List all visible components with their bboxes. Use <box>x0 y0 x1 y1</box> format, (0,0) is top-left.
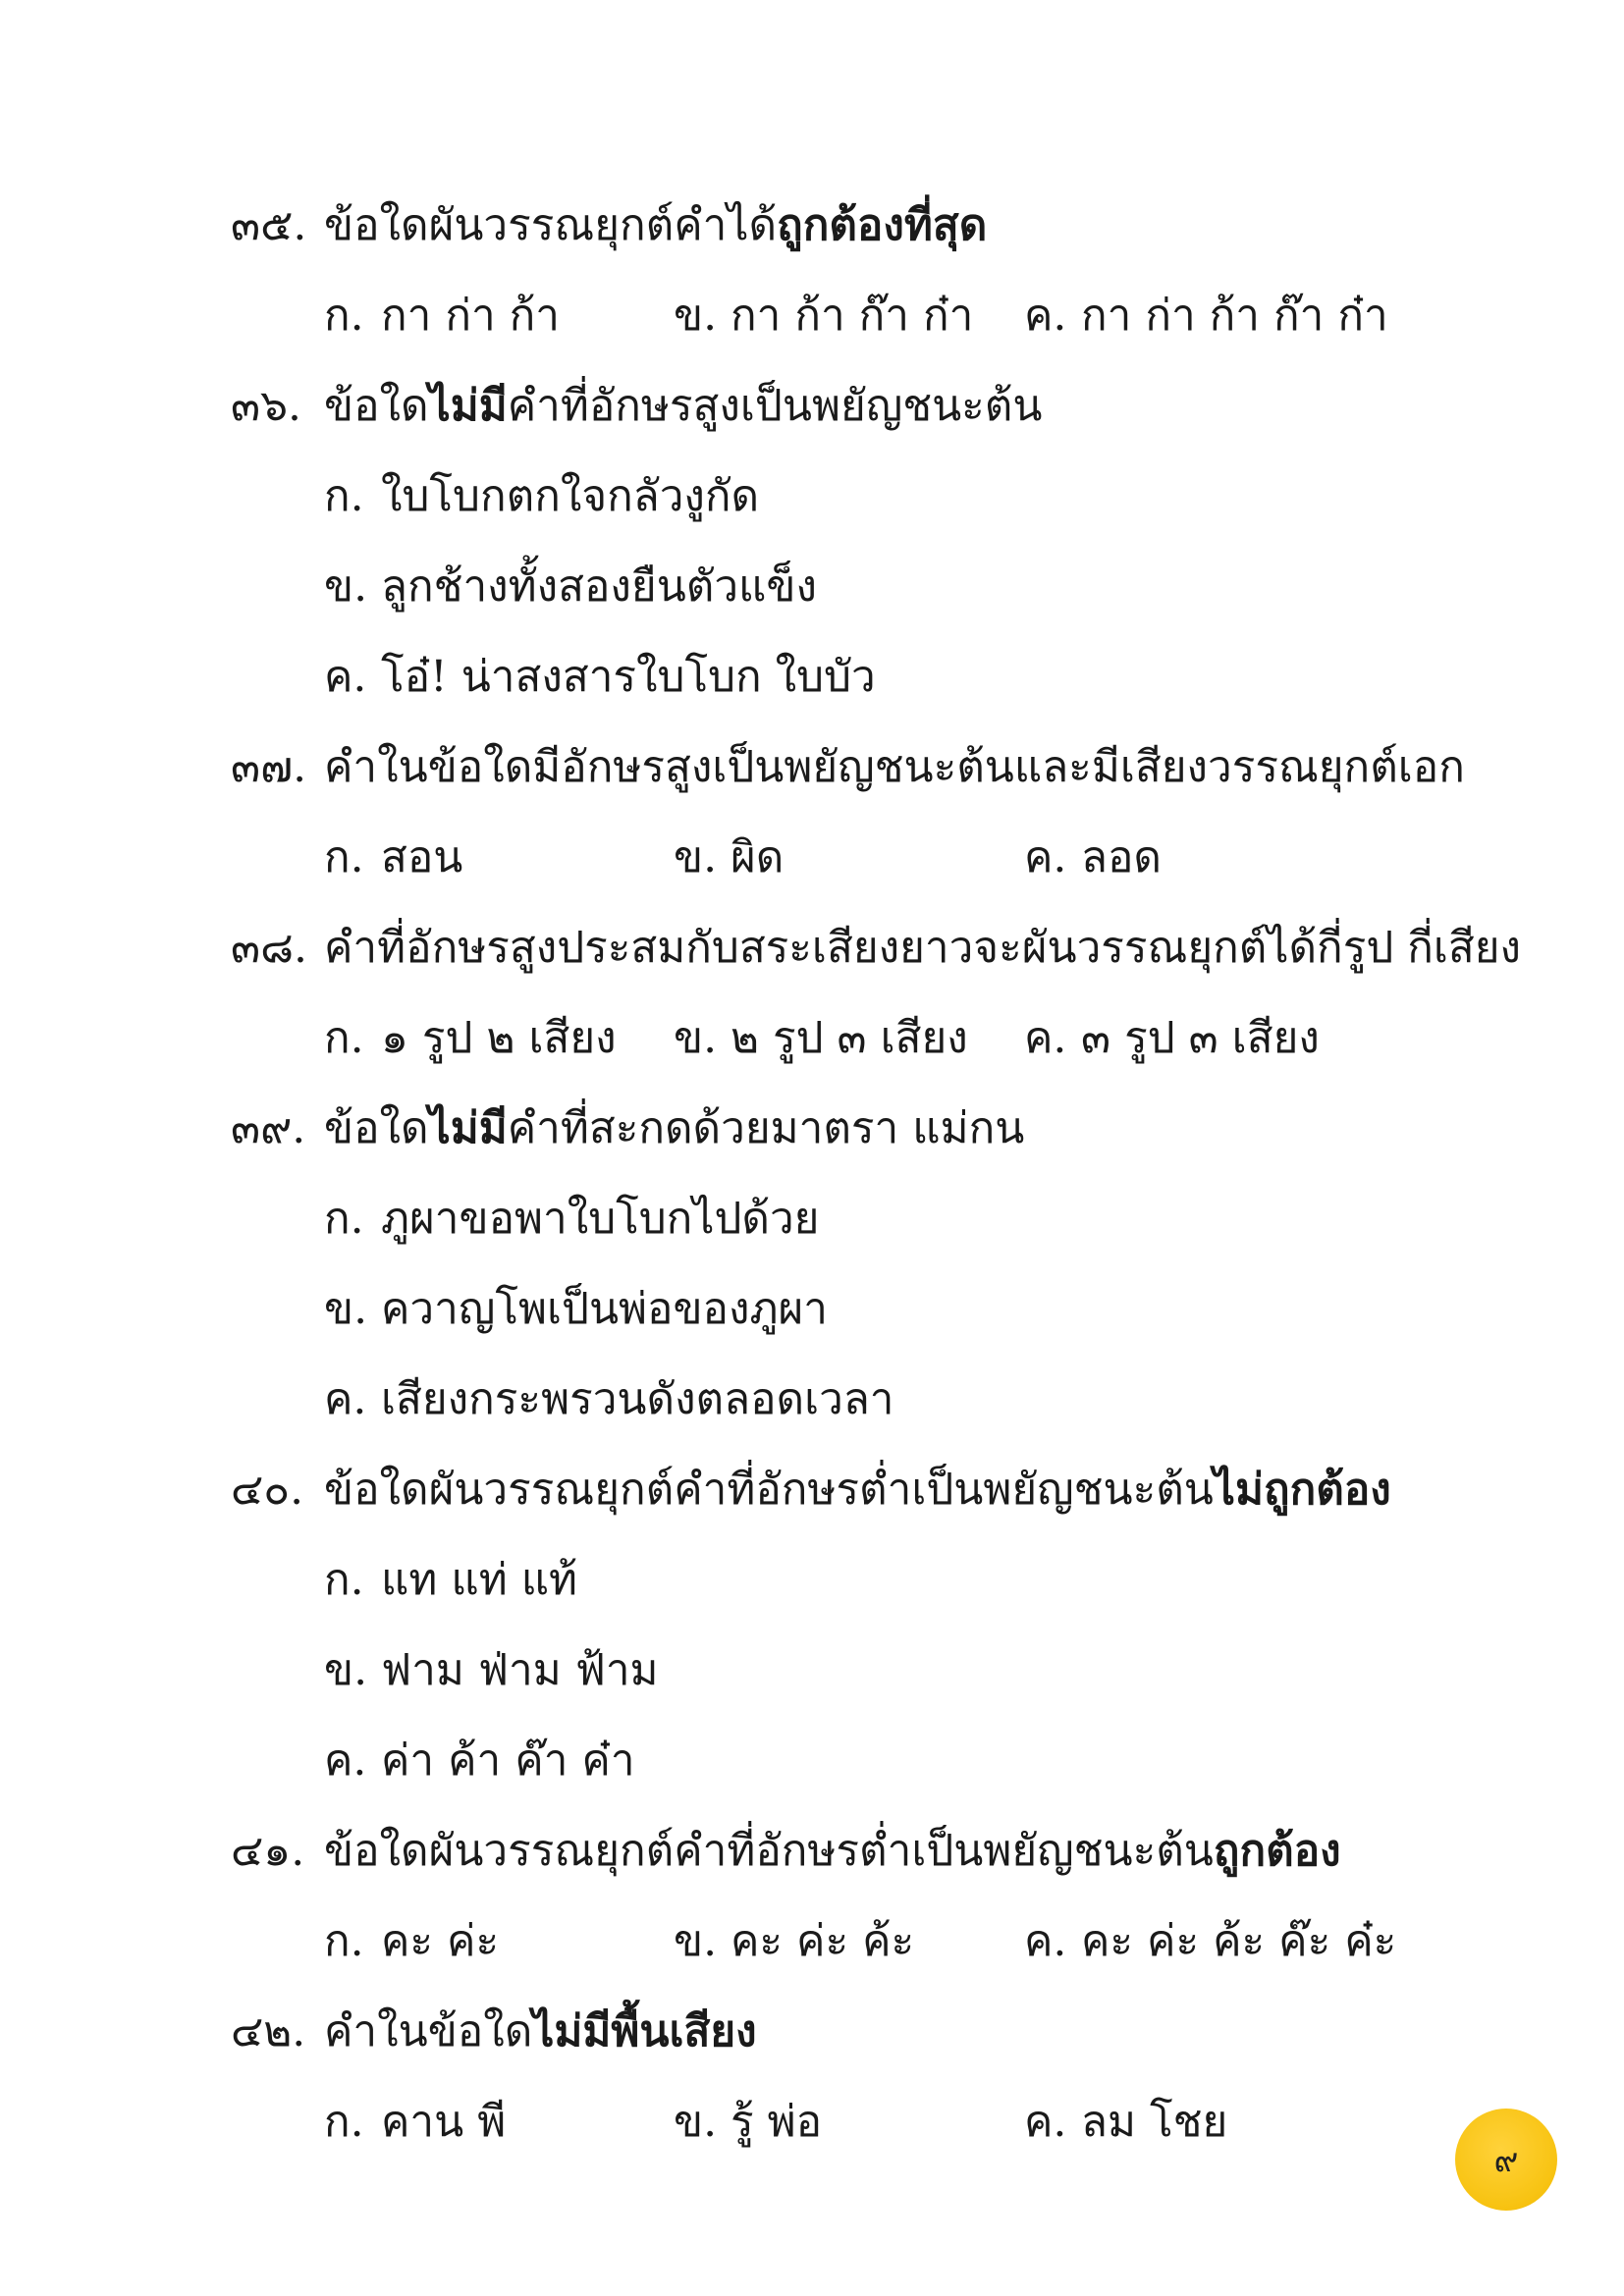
option-label: ค. <box>324 652 367 702</box>
option-text: คะ ค่ะ ค้ะ ค๊ะ ค๋ะ <box>1081 1916 1397 1966</box>
question-text-tail: คำที่อักษรสูงเป็นพยัญชนะต้น <box>507 381 1043 431</box>
option-37-b[interactable] <box>674 828 784 887</box>
option-text: ลม โชย <box>1081 2097 1228 2147</box>
option-37-a[interactable] <box>324 828 462 887</box>
option-42-b[interactable] <box>674 2093 822 2152</box>
question-emphasis: ไม่ถูกต้อง <box>1213 1465 1391 1515</box>
question-text: ข้อใดผันวรรณยุกต์คำได้ <box>324 200 778 250</box>
option-label: ก. <box>324 1555 364 1605</box>
option-text: ผิด <box>731 832 785 882</box>
question-number: ๓๘. <box>231 923 308 973</box>
option-text: ควาญโพเป็นพ่อของภูผา <box>381 1284 828 1334</box>
option-text: รู้ พ่อ <box>731 2097 823 2147</box>
option-label: ข. <box>674 1916 718 1966</box>
question-text: ข้อใดผันวรรณยุกต์คำที่อักษรต่ำเป็นพยัญชนะต้น <box>324 1826 1214 1876</box>
option-41-c[interactable] <box>1024 1912 1396 1971</box>
question-number: ๔๒. <box>231 2006 306 2056</box>
option-text: ๑ รูป ๒ เสียง <box>381 1013 617 1063</box>
option-text: กา ก่า ก้า <box>381 291 561 341</box>
page-number: ๙ <box>1493 2141 1519 2180</box>
question-38 <box>231 919 1521 978</box>
option-label: ก. <box>324 1194 364 1244</box>
option-text: ค่า ค้า ค๊า ค๋า <box>381 1735 635 1786</box>
option-42-a[interactable] <box>324 2093 506 2152</box>
question-37 <box>231 738 1465 797</box>
option-38-a[interactable] <box>324 1009 617 1068</box>
question-emphasis: ถูกต้องที่สุด <box>777 200 988 250</box>
question-emphasis: ไม่มี <box>428 1103 508 1153</box>
question-emphasis: ไม่มี <box>428 381 508 431</box>
option-36-b[interactable] <box>324 558 817 616</box>
option-40-b[interactable] <box>324 1641 659 1700</box>
question-text: คำในข้อใด <box>324 2006 533 2056</box>
question-emphasis: ไม่มีพื้นเสียง <box>532 2006 757 2056</box>
option-36-c[interactable] <box>324 648 876 707</box>
option-label: ข. <box>324 1645 368 1695</box>
option-text: ลอด <box>1081 832 1162 882</box>
option-42-c[interactable] <box>1024 2093 1227 2152</box>
option-text: คะ ค่ะ <box>381 1916 500 1966</box>
option-label: ค. <box>324 1735 367 1786</box>
option-label: ค. <box>324 1374 367 1424</box>
option-label: ก. <box>324 1013 364 1063</box>
question-40 <box>231 1461 1391 1520</box>
option-text: ภูผาขอพาใบโบกไปด้วย <box>381 1194 820 1244</box>
question-text-tail: คำที่สะกดด้วยมาตรา แม่กน <box>507 1103 1025 1153</box>
option-38-b[interactable] <box>674 1009 968 1068</box>
option-label: ก. <box>324 2097 364 2147</box>
question-emphasis: ถูกต้อง <box>1213 1826 1341 1876</box>
option-text: โอ๋! น่าสงสารใบโบก ใบบัว <box>381 652 876 702</box>
option-39-c[interactable] <box>324 1370 894 1429</box>
option-37-c[interactable] <box>1024 828 1162 887</box>
question-text: ข้อใด <box>324 1103 429 1153</box>
option-label: ข. <box>674 291 718 341</box>
option-text: กา ก่า ก้า ก๊า ก๋า <box>1081 291 1388 341</box>
question-number: ๔๐. <box>231 1465 304 1515</box>
option-text: สอน <box>381 832 463 882</box>
option-text: คาน พี <box>381 2097 507 2147</box>
option-35-c[interactable] <box>1024 287 1388 346</box>
option-36-a[interactable] <box>324 467 759 526</box>
question-number: ๓๖. <box>231 381 301 431</box>
option-text: ลูกช้างทั้งสองยืนตัวแข็ง <box>381 561 817 612</box>
option-label: ค. <box>1024 832 1067 882</box>
option-40-c[interactable] <box>324 1732 635 1790</box>
option-label: ก. <box>324 291 364 341</box>
option-label: ค. <box>1024 2097 1067 2147</box>
question-text: ข้อใด <box>324 381 429 431</box>
option-label: ข. <box>324 561 368 612</box>
option-35-b[interactable] <box>674 287 973 346</box>
question-number: ๔๑. <box>231 1826 305 1876</box>
option-label: ก. <box>324 471 364 521</box>
option-label: ข. <box>674 832 718 882</box>
option-label: ค. <box>1024 291 1067 341</box>
option-39-b[interactable] <box>324 1280 828 1339</box>
option-text: ใบโบกตกใจกลัวงูกัด <box>381 471 760 521</box>
question-41 <box>231 1822 1341 1881</box>
option-text: คะ ค่ะ ค้ะ <box>731 1916 915 1966</box>
option-text: แท แท่ แท้ <box>381 1555 578 1605</box>
option-label: ข. <box>674 2097 718 2147</box>
question-text: คำในข้อใดมีอักษรสูงเป็นพยัญชนะต้นและมีเสียงวรรณยุกต์เอก <box>324 742 1465 792</box>
option-41-b[interactable] <box>674 1912 914 1971</box>
option-text: ฟาม ฟ่าม ฟ้าม <box>381 1645 659 1695</box>
option-label: ค. <box>1024 1013 1067 1063</box>
option-label: ค. <box>1024 1916 1067 1966</box>
option-41-a[interactable] <box>324 1912 499 1971</box>
option-text: กา ก้า ก๊า ก๋า <box>731 291 974 341</box>
option-text: เสียงกระพรวนดังตลอดเวลา <box>381 1374 894 1424</box>
question-35 <box>231 196 987 255</box>
option-text: ๒ รูป ๓ เสียง <box>731 1013 968 1063</box>
option-35-a[interactable] <box>324 287 560 346</box>
question-36 <box>231 377 1042 436</box>
option-label: ก. <box>324 1916 364 1966</box>
option-text: ๓ รูป ๓ เสียง <box>1081 1013 1320 1063</box>
option-label: ข. <box>324 1284 368 1334</box>
option-40-a[interactable] <box>324 1551 577 1610</box>
question-number: ๓๗. <box>231 742 307 792</box>
question-text: คำที่อักษรสูงประสมกับสระเสียงยาวจะผันวรรณยุกต์ได้กี่รูป กี่เสียง <box>324 923 1522 973</box>
question-39 <box>231 1099 1024 1158</box>
question-42 <box>231 2002 757 2061</box>
option-label: ก. <box>324 832 364 882</box>
page-number-badge <box>1455 2109 1557 2211</box>
question-number: ๓๙. <box>231 1103 306 1153</box>
option-label: ข. <box>674 1013 718 1063</box>
question-number: ๓๕. <box>231 200 307 250</box>
option-38-c[interactable] <box>1024 1009 1320 1068</box>
question-text: ข้อใดผันวรรณยุกต์คำที่อักษรต่ำเป็นพยัญชนะต้น <box>324 1465 1214 1515</box>
option-39-a[interactable] <box>324 1190 819 1249</box>
